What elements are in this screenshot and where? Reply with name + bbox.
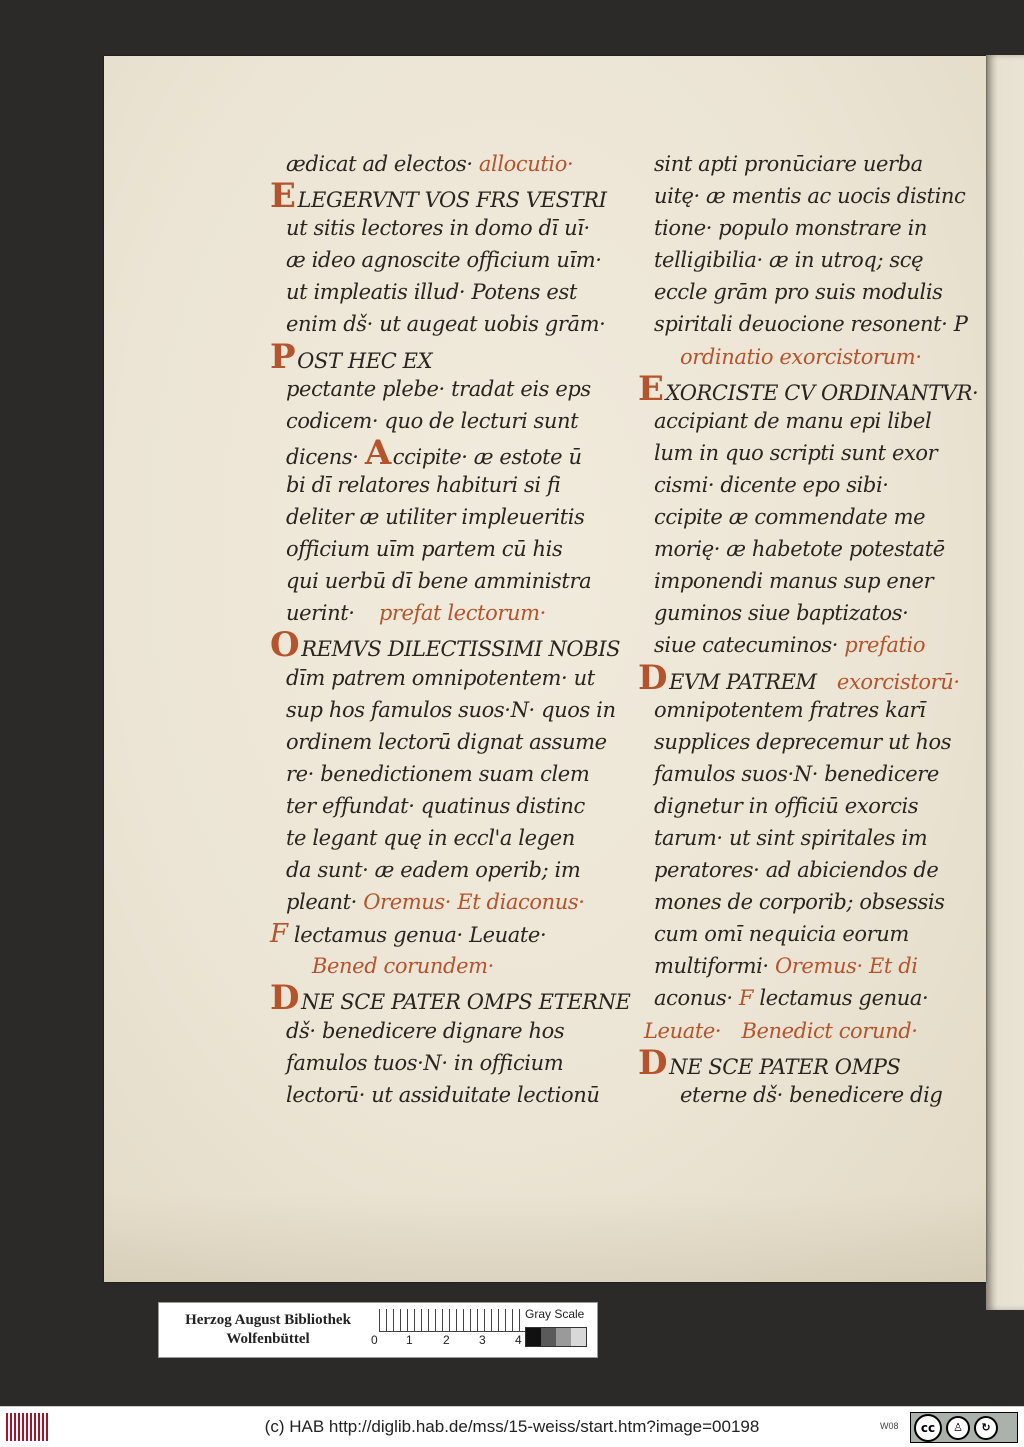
text-line: pectante plebe· tradat eis eps <box>286 376 591 401</box>
text-line: aconus· F lectamus genua· <box>654 986 929 1011</box>
text-line: te legant quę in eccl'a legen <box>286 825 575 850</box>
text-line: famulos tuos·N· in officium <box>286 1050 564 1075</box>
text-line: ut sitis lectores in domo dī uī· <box>286 216 590 241</box>
text-line: omnipotentem fratres karī <box>654 697 926 722</box>
text-line: guminos siue baptizatos· <box>654 601 909 626</box>
gray-block <box>526 1328 541 1346</box>
text-line: imponendi manus sup ener <box>654 569 934 594</box>
text-line: EXORCISTE CV ORDINANTVR· <box>638 368 979 409</box>
text-line: deliter æ utiliter impleueritis <box>286 505 585 530</box>
text-line: uerint· prefat lectorum· <box>286 601 546 626</box>
page-number: W08 <box>880 1421 899 1431</box>
text-line: DNE SCE PATER OMPS ETERNE <box>270 978 631 1019</box>
text-line: DNE SCE PATER OMPS <box>638 1042 901 1083</box>
text-line: lectorū· ut assiduitate lectionū <box>286 1082 600 1107</box>
text-line: accipiant de manu epi libel <box>654 408 932 433</box>
text-line: sint apti pronūciare uerba <box>654 152 923 176</box>
rubric-line: ordinatio exorcistorum· <box>680 344 922 369</box>
initial-letter: A <box>364 432 391 473</box>
text-line: enim dš· ut augeat uobis grām· <box>286 312 606 337</box>
gray-scale-blocks <box>525 1327 587 1347</box>
text-line: F lectamus genua· Leuate· <box>270 919 547 950</box>
credit-link[interactable]: (c) HAB http://diglib.hab.de/mss/15-weiss/start.htm?image=00198 <box>264 1417 760 1436</box>
person-icon: ♙ <box>946 1416 970 1440</box>
initial-letter: P <box>270 336 296 377</box>
initial-letter: E <box>270 176 296 217</box>
ruler-ticks: 0 1 2 3 4 <box>371 1333 522 1347</box>
cc-license-badge[interactable] <box>910 1412 1018 1443</box>
text-line: pleant· Oremus· Et diaconus· <box>286 890 585 915</box>
text-line: spiritali deuocione resonent· P <box>654 312 968 337</box>
text-line: eterne dš· benedicere dig <box>680 1082 943 1107</box>
text-line: dicens· Accipite· æ estote ū <box>286 432 582 473</box>
initial-letter: D <box>638 1042 668 1083</box>
text-line: sup hos famulos suos·N· quos in <box>286 697 616 722</box>
text-line: eccle grām pro suis modulis <box>654 280 943 305</box>
text-line: peratores· ad abiciendos de <box>654 858 939 883</box>
ruler-scale <box>379 1309 525 1332</box>
adjacent-page-edge <box>986 55 1024 1310</box>
initial-letter: F <box>738 986 754 1011</box>
manuscript-page <box>104 56 986 1282</box>
text-line: re· benedictionem suam clem <box>286 761 590 786</box>
text-column-right <box>638 148 989 1111</box>
initial-letter: E <box>638 368 664 409</box>
gray-scale-label: Gray Scale <box>525 1307 585 1321</box>
text-line: dignetur in officiū exorcis <box>654 793 919 818</box>
text-line: POST HEC EX <box>270 336 433 377</box>
gray-block <box>571 1328 586 1346</box>
text-line: dīm patrem omnipotentem· ut <box>286 665 595 690</box>
text-line: multiformi· Oremus· Et di <box>654 954 918 979</box>
gray-block <box>556 1328 571 1346</box>
text-line: mones de corporib; obsessis <box>654 890 945 915</box>
text-line: ccipite æ commendate me <box>654 505 926 530</box>
footer-bar <box>0 1406 1024 1447</box>
text-line: cum omī nequicia eorum <box>654 922 909 947</box>
initial-letter: D <box>638 657 668 698</box>
text-line: Leuate· Benedict corund· <box>644 1018 918 1043</box>
text-line: tarum· ut sint spiritales im <box>654 825 928 850</box>
initial-letter: D <box>270 978 300 1019</box>
creative-commons-icon: cc <box>914 1414 942 1442</box>
text-line: morię· æ habetote potestatē <box>654 537 945 562</box>
text-line: OREMVS DILECTISSIMI NOBIS <box>270 625 621 666</box>
text-line: codicem· quo de lecturi sunt <box>286 408 579 433</box>
gray-block <box>541 1328 556 1346</box>
initial-letter: F <box>270 919 288 950</box>
text-line: uitę· æ mentis ac uocis distinc <box>654 184 966 209</box>
library-name: Herzog August Bibliothek Wolfenbüttel <box>185 1312 351 1347</box>
text-line: ut impleatis illud· Potens est <box>286 280 577 305</box>
text-line: famulos suos·N· benedicere <box>654 761 939 786</box>
text-line: ter effundat· quatinus distinc <box>286 793 585 818</box>
text-line: officium uīm partem cū his <box>286 537 563 562</box>
text-line: ELEGERVNT VOS FRS VESTRI <box>270 176 607 217</box>
text-line: lum in quo scripti sunt exor <box>654 440 938 465</box>
share-alike-icon: ↻ <box>974 1416 998 1440</box>
text-line: tione· populo monstrare in <box>654 216 928 241</box>
rubric-line: Bened corundem· <box>312 954 494 979</box>
calibration-strip <box>158 1302 598 1358</box>
text-line: æ ideo agnoscite officium uīm· <box>286 248 602 273</box>
text-column-left <box>270 148 631 1111</box>
text-line: telligibilia· æ in utroq; scę <box>654 248 924 273</box>
initial-letter: O <box>270 625 300 666</box>
text-line: DEVM PATREM exorcistorū· <box>638 657 960 698</box>
text-line: dš· benedicere dignare hos <box>286 1018 565 1043</box>
text-line: supplices deprecemur ut hos <box>654 729 952 754</box>
text-line: da sunt· æ eadem operib; im <box>286 858 581 883</box>
text-line: ordinem lectorū dignat assume <box>286 729 607 754</box>
text-line: siue catecuminos· prefatio <box>654 633 926 658</box>
text-line: qui uerbū dī bene amministra <box>286 569 592 594</box>
text-line: bi dī relatores habituri si fi <box>286 472 561 497</box>
text-line: ædicat ad electos· allocutio· <box>286 152 574 176</box>
text-line: cismi· dicente epo sibi· <box>654 472 889 497</box>
